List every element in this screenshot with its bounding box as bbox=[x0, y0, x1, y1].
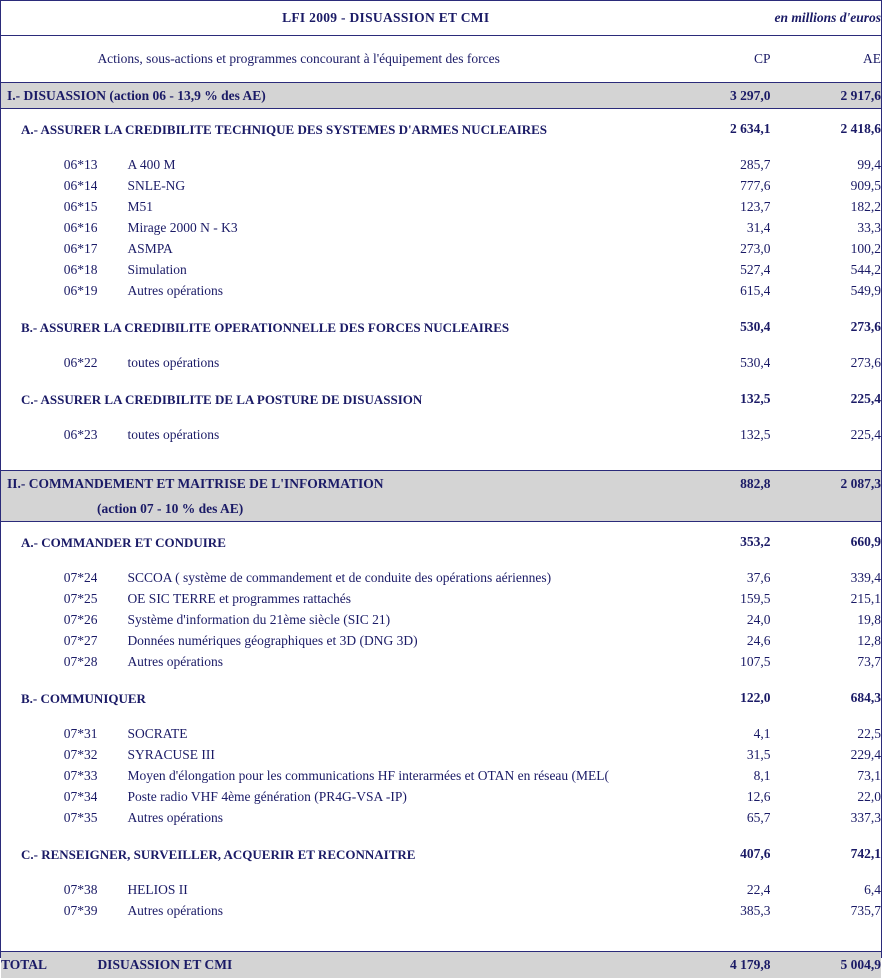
group-cp: 2 634,1 bbox=[660, 119, 771, 140]
row-label: Autres opérations bbox=[97, 281, 660, 302]
row-cp: 24,0 bbox=[660, 610, 771, 631]
row-label: A 400 M bbox=[97, 155, 660, 176]
row-label: toutes opérations bbox=[97, 353, 660, 374]
total-ae: 5 004,9 bbox=[770, 952, 881, 978]
spacer bbox=[1, 140, 881, 155]
group-ae: 225,4 bbox=[770, 389, 881, 410]
table-row bbox=[1, 724, 881, 745]
row-label: SNLE-NG bbox=[97, 176, 660, 197]
section-band-ii-sub bbox=[1, 496, 881, 522]
row-ae: 549,9 bbox=[770, 281, 881, 302]
group-row bbox=[1, 532, 881, 553]
row-cp: 777,6 bbox=[660, 176, 771, 197]
document-title: LFI 2009 - DISUASSION ET CMI bbox=[1, 1, 770, 36]
table-row bbox=[1, 568, 881, 589]
row-label: ASMPA bbox=[97, 239, 660, 260]
title-row bbox=[1, 1, 881, 36]
spacer bbox=[1, 865, 881, 880]
group-row bbox=[1, 844, 881, 865]
row-cp: 8,1 bbox=[660, 766, 771, 787]
section-band-i bbox=[1, 83, 881, 109]
spacer bbox=[1, 922, 881, 937]
row-code: 07*34 bbox=[1, 787, 97, 808]
table-row bbox=[1, 260, 881, 281]
table-row bbox=[1, 880, 881, 901]
row-cp: 530,4 bbox=[660, 353, 771, 374]
row-cp: 615,4 bbox=[660, 281, 771, 302]
table-row bbox=[1, 353, 881, 374]
row-label: OE SIC TERRE et programmes rattachés bbox=[97, 589, 660, 610]
table-row bbox=[1, 425, 881, 446]
row-code: 06*19 bbox=[1, 281, 97, 302]
row-cp: 37,6 bbox=[660, 568, 771, 589]
row-ae: 182,2 bbox=[770, 197, 881, 218]
row-ae: 33,3 bbox=[770, 218, 881, 239]
row-label: SOCRATE bbox=[97, 724, 660, 745]
group-row bbox=[1, 119, 881, 140]
spacer bbox=[1, 709, 881, 724]
row-code: 07*38 bbox=[1, 880, 97, 901]
row-cp: 285,7 bbox=[660, 155, 771, 176]
group-label: C.- RENSEIGNER, SURVEILLER, ACQUERIR ET RECONNAITRE bbox=[1, 844, 660, 865]
table-row bbox=[1, 155, 881, 176]
row-cp: 273,0 bbox=[660, 239, 771, 260]
group-cp: 132,5 bbox=[660, 389, 771, 410]
group-cp: 530,4 bbox=[660, 317, 771, 338]
row-ae: 273,6 bbox=[770, 353, 881, 374]
row-label: Mirage 2000 N - K3 bbox=[97, 218, 660, 239]
row-code: 07*31 bbox=[1, 724, 97, 745]
row-cp: 24,6 bbox=[660, 631, 771, 652]
group-label: B.- ASSURER LA CREDIBILITE OPERATIONNELLE DES FORCES NUCLEAIRES bbox=[1, 317, 660, 338]
row-code: 07*27 bbox=[1, 631, 97, 652]
group-ae: 2 418,6 bbox=[770, 119, 881, 140]
row-ae: 73,7 bbox=[770, 652, 881, 673]
column-header-row bbox=[1, 36, 881, 83]
row-ae: 339,4 bbox=[770, 568, 881, 589]
row-label: SCCOA ( système de commandement et de conduite des opérations aériennes) bbox=[97, 568, 660, 589]
row-code: 06*23 bbox=[1, 425, 97, 446]
group-label: A.- COMMANDER ET CONDUIRE bbox=[1, 532, 660, 553]
total-label-2: DISUASSION ET CMI bbox=[97, 952, 660, 978]
table-row bbox=[1, 589, 881, 610]
row-ae: 100,2 bbox=[770, 239, 881, 260]
row-label: Autres opérations bbox=[97, 652, 660, 673]
table-row bbox=[1, 239, 881, 260]
column-header-ae: AE bbox=[770, 36, 881, 83]
row-cp: 31,5 bbox=[660, 745, 771, 766]
column-header-cp: CP bbox=[660, 36, 771, 83]
section-band-i-label: I.- DISUASSION (action 06 - 13,9 % des AE) bbox=[1, 83, 660, 109]
section-band-ii-label: II.- COMMANDEMENT ET MAITRISE DE L'INFORMATION bbox=[1, 471, 660, 497]
total-row bbox=[1, 952, 881, 978]
table-row bbox=[1, 766, 881, 787]
spacer bbox=[1, 302, 881, 317]
section-band-i-ae: 2 917,6 bbox=[770, 83, 881, 109]
section-band-ii bbox=[1, 471, 881, 497]
row-code: 07*33 bbox=[1, 766, 97, 787]
table-row bbox=[1, 652, 881, 673]
row-code: 06*15 bbox=[1, 197, 97, 218]
row-code: 06*14 bbox=[1, 176, 97, 197]
row-label: Autres opérations bbox=[97, 901, 660, 922]
row-label: Autres opérations bbox=[97, 808, 660, 829]
row-code: 07*25 bbox=[1, 589, 97, 610]
table-row bbox=[1, 787, 881, 808]
row-ae: 215,1 bbox=[770, 589, 881, 610]
row-code: 07*35 bbox=[1, 808, 97, 829]
group-row bbox=[1, 389, 881, 410]
row-label: Système d'information du 21ème siècle (SIC 21) bbox=[97, 610, 660, 631]
budget-table bbox=[1, 1, 881, 978]
spacer bbox=[1, 673, 881, 688]
section-band-ii-sub-cp bbox=[660, 496, 771, 522]
column-description: Actions, sous-actions et programmes concourant à l'équipement des forces bbox=[97, 36, 660, 83]
spacer bbox=[1, 410, 881, 425]
spacer bbox=[1, 553, 881, 568]
row-ae: 22,5 bbox=[770, 724, 881, 745]
spacer bbox=[1, 338, 881, 353]
spacer bbox=[1, 829, 881, 844]
row-code: 06*13 bbox=[1, 155, 97, 176]
row-ae: 735,7 bbox=[770, 901, 881, 922]
row-ae: 909,5 bbox=[770, 176, 881, 197]
row-cp: 527,4 bbox=[660, 260, 771, 281]
row-label: Simulation bbox=[97, 260, 660, 281]
table-row bbox=[1, 610, 881, 631]
spacer bbox=[1, 109, 881, 119]
row-code: 07*24 bbox=[1, 568, 97, 589]
table-row bbox=[1, 218, 881, 239]
row-cp: 12,6 bbox=[660, 787, 771, 808]
row-ae: 12,8 bbox=[770, 631, 881, 652]
section-band-i-cp: 3 297,0 bbox=[660, 83, 771, 109]
table-row bbox=[1, 176, 881, 197]
row-cp: 107,5 bbox=[660, 652, 771, 673]
row-cp: 123,7 bbox=[660, 197, 771, 218]
group-row bbox=[1, 317, 881, 338]
spacer bbox=[1, 374, 881, 389]
section-band-ii-sublabel: (action 07 - 10 % des AE) bbox=[1, 496, 660, 522]
row-cp: 132,5 bbox=[660, 425, 771, 446]
group-cp: 353,2 bbox=[660, 532, 771, 553]
table-row bbox=[1, 631, 881, 652]
group-row bbox=[1, 688, 881, 709]
row-ae: 73,1 bbox=[770, 766, 881, 787]
row-code: 06*22 bbox=[1, 353, 97, 374]
group-label: B.- COMMUNIQUER bbox=[1, 688, 660, 709]
row-cp: 4,1 bbox=[660, 724, 771, 745]
row-ae: 22,0 bbox=[770, 787, 881, 808]
spacer bbox=[1, 446, 881, 461]
row-code: 07*39 bbox=[1, 901, 97, 922]
row-ae: 99,4 bbox=[770, 155, 881, 176]
row-cp: 65,7 bbox=[660, 808, 771, 829]
row-code: 07*32 bbox=[1, 745, 97, 766]
spacer bbox=[1, 522, 881, 532]
row-cp: 385,3 bbox=[660, 901, 771, 922]
table-row bbox=[1, 808, 881, 829]
total-label: TOTAL bbox=[1, 952, 97, 978]
group-cp: 122,0 bbox=[660, 688, 771, 709]
group-ae: 742,1 bbox=[770, 844, 881, 865]
row-label: Données numériques géographiques et 3D (DNG 3D) bbox=[97, 631, 660, 652]
row-ae: 337,3 bbox=[770, 808, 881, 829]
units-label: en millions d'euros bbox=[770, 1, 881, 36]
row-code: 06*16 bbox=[1, 218, 97, 239]
table-row bbox=[1, 901, 881, 922]
row-label: HELIOS II bbox=[97, 880, 660, 901]
spacer bbox=[1, 461, 881, 471]
table-row bbox=[1, 281, 881, 302]
row-code: 06*18 bbox=[1, 260, 97, 281]
group-ae: 273,6 bbox=[770, 317, 881, 338]
row-label: SYRACUSE III bbox=[97, 745, 660, 766]
row-label: Poste radio VHF 4ème génération (PR4G-VSA -IP) bbox=[97, 787, 660, 808]
row-code: 07*26 bbox=[1, 610, 97, 631]
row-cp: 31,4 bbox=[660, 218, 771, 239]
row-cp: 22,4 bbox=[660, 880, 771, 901]
row-code: 06*17 bbox=[1, 239, 97, 260]
row-cp: 159,5 bbox=[660, 589, 771, 610]
section-band-ii-sub-ae bbox=[770, 496, 881, 522]
row-ae: 19,8 bbox=[770, 610, 881, 631]
group-ae: 660,9 bbox=[770, 532, 881, 553]
group-ae: 684,3 bbox=[770, 688, 881, 709]
table-row bbox=[1, 745, 881, 766]
row-label: toutes opérations bbox=[97, 425, 660, 446]
row-ae: 6,4 bbox=[770, 880, 881, 901]
group-cp: 407,6 bbox=[660, 844, 771, 865]
section-band-ii-ae: 2 087,3 bbox=[770, 471, 881, 497]
table-row bbox=[1, 197, 881, 218]
group-label: C.- ASSURER LA CREDIBILITE DE LA POSTURE DE DISUASSION bbox=[1, 389, 660, 410]
row-ae: 544,2 bbox=[770, 260, 881, 281]
group-label: A.- ASSURER LA CREDIBILITE TECHNIQUE DES SYSTEMES D'ARMES NUCLEAIRES bbox=[1, 119, 660, 140]
row-label: Moyen d'élongation pour les communications HF interarmées et OTAN en réseau (MEL( bbox=[97, 766, 660, 787]
spacer bbox=[1, 937, 881, 952]
row-ae: 225,4 bbox=[770, 425, 881, 446]
row-label: M51 bbox=[97, 197, 660, 218]
section-band-ii-cp: 882,8 bbox=[660, 471, 771, 497]
row-code: 07*28 bbox=[1, 652, 97, 673]
row-ae: 229,4 bbox=[770, 745, 881, 766]
total-cp: 4 179,8 bbox=[660, 952, 771, 978]
